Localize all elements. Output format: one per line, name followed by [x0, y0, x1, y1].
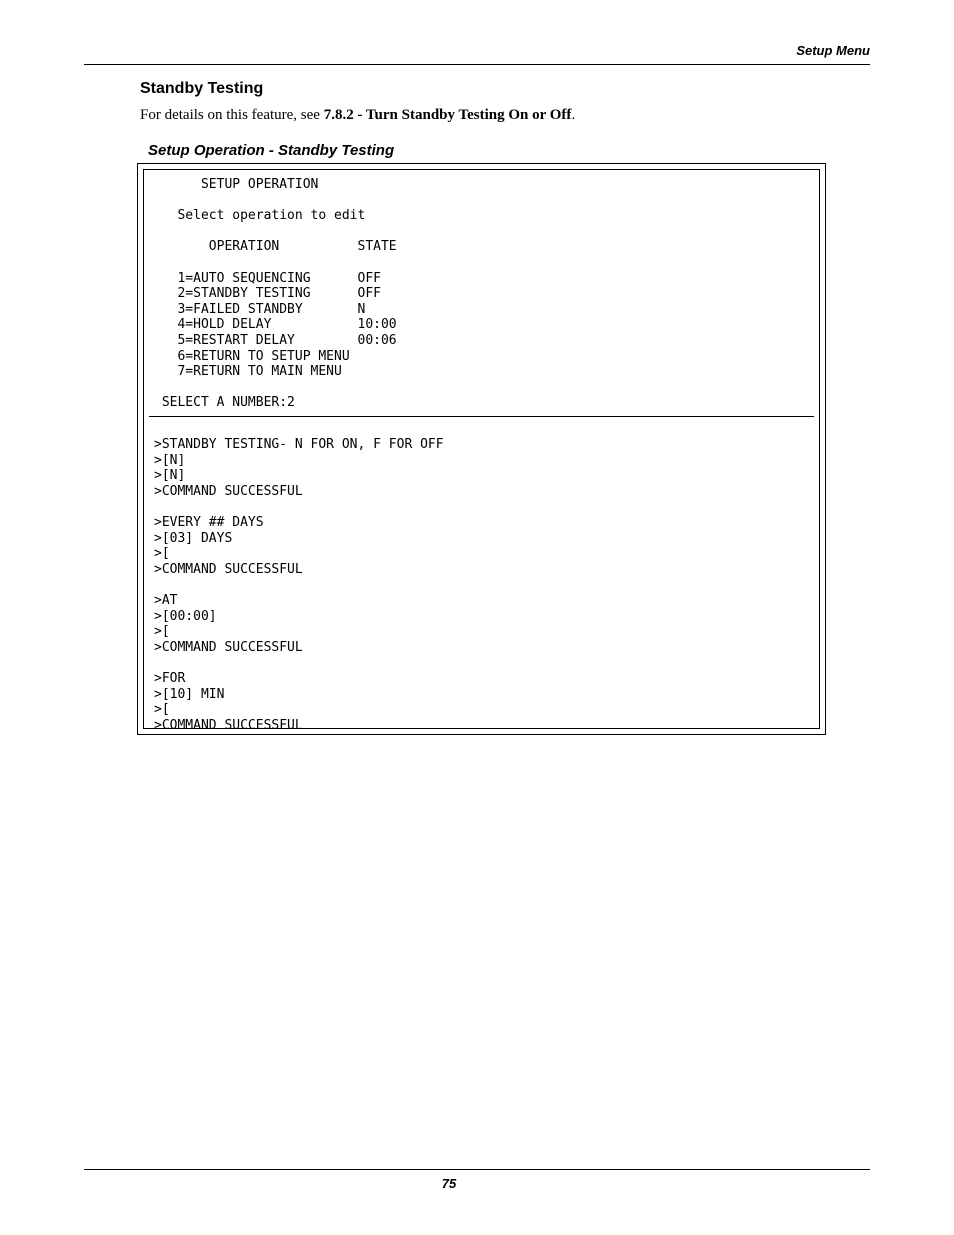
terminal-dialog-line: >COMMAND SUCCESSFUL	[154, 639, 303, 655]
intro-paragraph	[140, 107, 575, 124]
terminal-dialog-line: >STANDBY TESTING- N FOR ON, F FOR OFF	[154, 437, 444, 452]
terminal-dialog-line: >COMMAND SUCCESSFUL	[154, 717, 303, 733]
terminal-dialog-line: >[10] MIN	[154, 686, 225, 702]
terminal-divider	[149, 416, 814, 417]
terminal-screen	[143, 169, 820, 733]
terminal-screenshot-frame	[137, 163, 826, 735]
terminal-menu-line	[154, 193, 397, 209]
terminal-dialog-line	[154, 499, 444, 515]
intro-suffix: .	[571, 107, 576, 123]
terminal-dialog-line: >EVERY ## DAYS	[154, 514, 264, 530]
terminal-menu-line: SELECT A NUMBER:2	[154, 395, 295, 411]
header-divider	[84, 64, 870, 65]
terminal-menu-line: 6=RETURN TO SETUP MENU	[154, 348, 350, 364]
terminal-menu-line: 4=HOLD DELAY 10:00	[154, 317, 397, 333]
terminal-menu-line: 7=RETURN TO MAIN MENU	[154, 364, 342, 380]
figure-caption: Setup Operation - Standby Testing	[148, 142, 395, 159]
running-header: Setup Menu	[796, 43, 870, 58]
terminal-dialog-line: >[	[154, 702, 170, 718]
page-number: 75	[441, 1176, 457, 1191]
terminal-dialog-line: >[N]	[154, 452, 186, 468]
cross-reference-link[interactable]: 7.8.2 - Turn Standby Testing On or Off	[323, 107, 572, 123]
section-title: Standby Testing	[140, 80, 264, 97]
terminal-dialog-line: >FOR	[154, 670, 186, 686]
terminal-menu-line: 3=FAILED STANDBY N	[154, 301, 366, 317]
terminal-dialog-line: >[03] DAYS	[154, 530, 233, 546]
terminal-menu-line	[154, 255, 397, 271]
intro-text: For details on this feature, see	[140, 107, 324, 123]
terminal-menu-line: OPERATION STATE	[154, 239, 397, 255]
terminal-menu-line: 1=AUTO SEQUENCING OFF	[154, 270, 381, 286]
standby-testing-dialog	[154, 437, 444, 733]
terminal-dialog-line: >[N]	[154, 468, 186, 484]
terminal-menu-line	[154, 380, 397, 396]
terminal-dialog-line: >[00:00]	[154, 608, 217, 624]
terminal-dialog-line: >[	[154, 624, 170, 640]
terminal-menu-line: 2=STANDBY TESTING OFF	[154, 286, 381, 302]
terminal-menu-line: Select operation to edit	[154, 208, 366, 224]
footer-divider	[84, 1169, 870, 1170]
terminal-dialog-line: >COMMAND SUCCESSFUL	[154, 561, 303, 577]
terminal-dialog-line	[154, 577, 444, 593]
terminal-menu-line: SETUP OPERATION	[154, 177, 319, 192]
terminal-menu-line	[154, 224, 397, 240]
terminal-menu-line: 5=RESTART DELAY 00:06	[154, 332, 397, 348]
setup-operation-menu	[154, 177, 397, 411]
terminal-dialog-line: >COMMAND SUCCESSFUL	[154, 483, 303, 499]
terminal-dialog-line: >AT	[154, 592, 178, 608]
terminal-dialog-line	[154, 655, 444, 671]
terminal-dialog-line: >[	[154, 546, 170, 562]
